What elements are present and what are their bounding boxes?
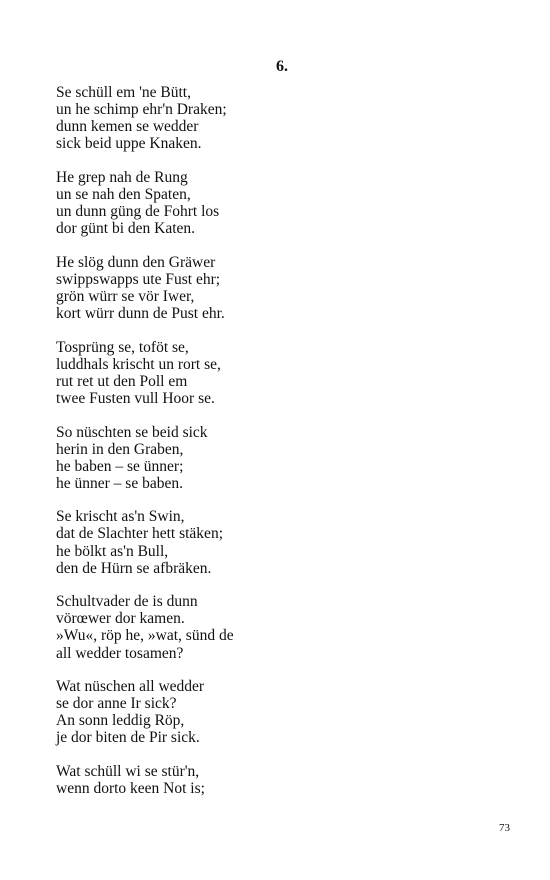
poem-line: dat de Slachter hett stäken; — [56, 525, 223, 543]
poem-number: 6. — [276, 58, 288, 75]
poem-line: kort würr dunn de Pust ehr. — [56, 305, 225, 323]
stanza — [56, 508, 496, 576]
poem-line: swippswapps ute Fust ehr; — [56, 270, 221, 288]
page-number: 73 — [499, 822, 510, 834]
stanza — [56, 763, 496, 797]
poem-line: Se krischt as'n Swin, — [56, 508, 185, 526]
poem-body — [56, 84, 496, 814]
poem-line: se dor anne Ir sick? — [56, 695, 177, 713]
poem-line: So nüschten se beid sick — [56, 423, 208, 441]
poem-line: un se nah den Spaten, — [56, 185, 191, 203]
poem-line: un he schimp ehr'n Draken; — [56, 101, 227, 119]
poem-line: luddhals krischt un rort se, — [56, 355, 221, 373]
poem-line: Schultvader de is dunn — [56, 593, 198, 611]
poem-line: wenn dorto keen Not is; — [56, 780, 205, 798]
poem-line: dunn kemen se wedder — [56, 118, 199, 136]
poem-line: he ünner – se baben. — [56, 474, 183, 492]
poem-line: all wedder tosamen? — [56, 644, 184, 662]
poem-line: he bölkt as'n Bull, — [56, 542, 169, 560]
poem-line: vörœwer dor kamen. — [56, 610, 185, 628]
stanza — [56, 169, 496, 237]
poem-line: Wat nüschen all wedder — [56, 678, 205, 696]
stanza — [56, 254, 496, 322]
poem-line: sick beid uppe Knaken. — [56, 135, 202, 153]
poem-line: An sonn leddig Röp, — [56, 712, 185, 730]
stanza — [56, 593, 496, 661]
stanza — [56, 84, 496, 152]
poem-line: He grep nah de Rung — [56, 168, 188, 186]
stanza — [56, 339, 496, 407]
poem-line: Se schüll em 'ne Bütt, — [56, 84, 191, 101]
poem-line: Tosprüng se, toföt se, — [56, 338, 189, 356]
poem-line: un dunn güng de Fohrt los — [56, 203, 220, 221]
poem-line: He slög dunn den Gräwer — [56, 253, 216, 271]
poem-line: herin in den Graben, — [56, 440, 184, 458]
poem-line: twee Fusten vull Hoor se. — [56, 389, 215, 407]
poem-line: he baben – se ünner; — [56, 457, 184, 475]
poem-line: je dor biten de Pir sick. — [56, 729, 200, 747]
poem-line: rut ret ut den Poll em — [56, 372, 188, 390]
poem-line: grön würr se vör Iwer, — [56, 287, 195, 305]
poem-line: dor günt bi den Katen. — [56, 220, 196, 238]
stanza — [56, 678, 496, 746]
poem-line: Wat schüll wi se stür'n, — [56, 763, 200, 780]
poem-line: »Wu«, röp he, »wat, sünd de — [56, 627, 234, 645]
stanza — [56, 424, 496, 492]
poem-line: den de Hürn se afbräken. — [56, 559, 212, 577]
